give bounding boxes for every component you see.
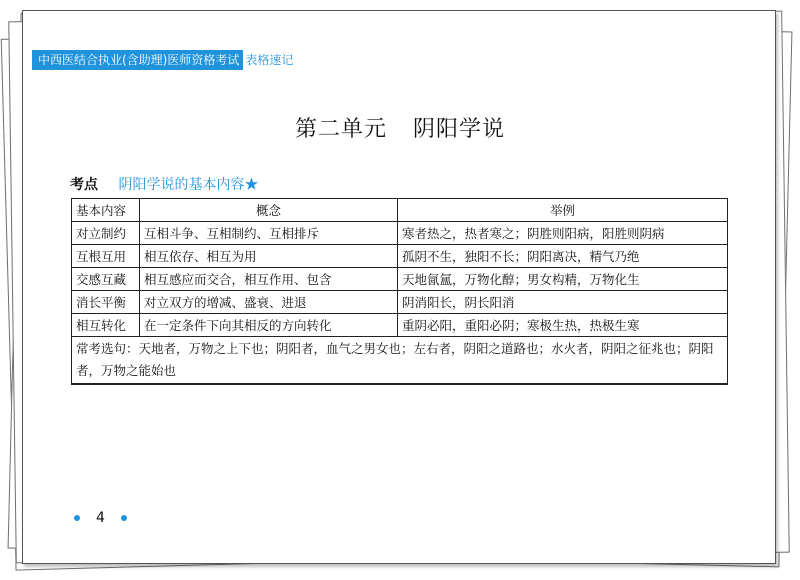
table-cell: 天地氤氲，万物化醇；男女构精，万物化生 — [398, 268, 728, 291]
table-row — [72, 314, 728, 337]
table-cell: 对立双方的增减、盛衰、进退 — [140, 291, 398, 314]
table-cell: 孤阴不生，独阳不长；阴阳离决，精气乃绝 — [398, 245, 728, 268]
header-series-label: 中西医结合执业(含助理)医师资格考试 — [32, 50, 243, 70]
unit-title — [0, 112, 800, 143]
column-header: 基本内容 — [72, 199, 140, 222]
table-cell: 互根互用 — [72, 245, 140, 268]
table-note-row — [72, 337, 728, 385]
table-row — [72, 291, 728, 314]
table-cell: 相互感应而交合，相互作用、包含 — [140, 268, 398, 291]
section-topic: 阴阳学说的基本内容★ — [118, 177, 259, 193]
table-cell: 相互依存、相互为用 — [140, 245, 398, 268]
header-subtitle: 表格速记 — [245, 53, 294, 67]
page-header — [32, 50, 293, 70]
bullet-dot-icon — [74, 515, 80, 521]
unit-name: 阴阳学说 — [413, 117, 506, 142]
table-cell: 寒者热之，热者寒之；阴胜则阳病，阳胜则阴病 — [398, 222, 728, 245]
page-number: 4 — [96, 510, 105, 526]
unit-number: 第二单元 — [294, 117, 387, 142]
table-cell: 在一定条件下向其相反的方向转化 — [140, 314, 398, 337]
content-table — [71, 198, 728, 385]
column-header: 概念 — [140, 199, 398, 222]
table-cell: 互相斗争、互相制约、互相排斥 — [140, 222, 398, 245]
table-header-row — [72, 199, 728, 222]
section-heading — [70, 174, 258, 194]
table-cell: 对立制约 — [72, 222, 140, 245]
table-cell: 重阴必阳，重阳必阴；寒极生热，热极生寒 — [398, 314, 728, 337]
table-note: 常考选句：天地者，万物之上下也；阴阳者，血气之男女也；左右者，阴阳之道路也；水火者，阴阳之征兆也；阴阳者，万物之能始也 — [72, 337, 728, 385]
table-row — [72, 268, 728, 291]
column-header: 举例 — [398, 199, 728, 222]
table-row — [72, 222, 728, 245]
table-cell: 阴消阳长，阴长阳消 — [398, 291, 728, 314]
page-footer — [74, 510, 127, 526]
section-label: 考点 — [70, 177, 98, 193]
table-cell: 相互转化 — [72, 314, 140, 337]
table-cell: 消长平衡 — [72, 291, 140, 314]
bullet-dot-icon — [121, 515, 127, 521]
table-row — [72, 245, 728, 268]
table-cell: 交感互藏 — [72, 268, 140, 291]
